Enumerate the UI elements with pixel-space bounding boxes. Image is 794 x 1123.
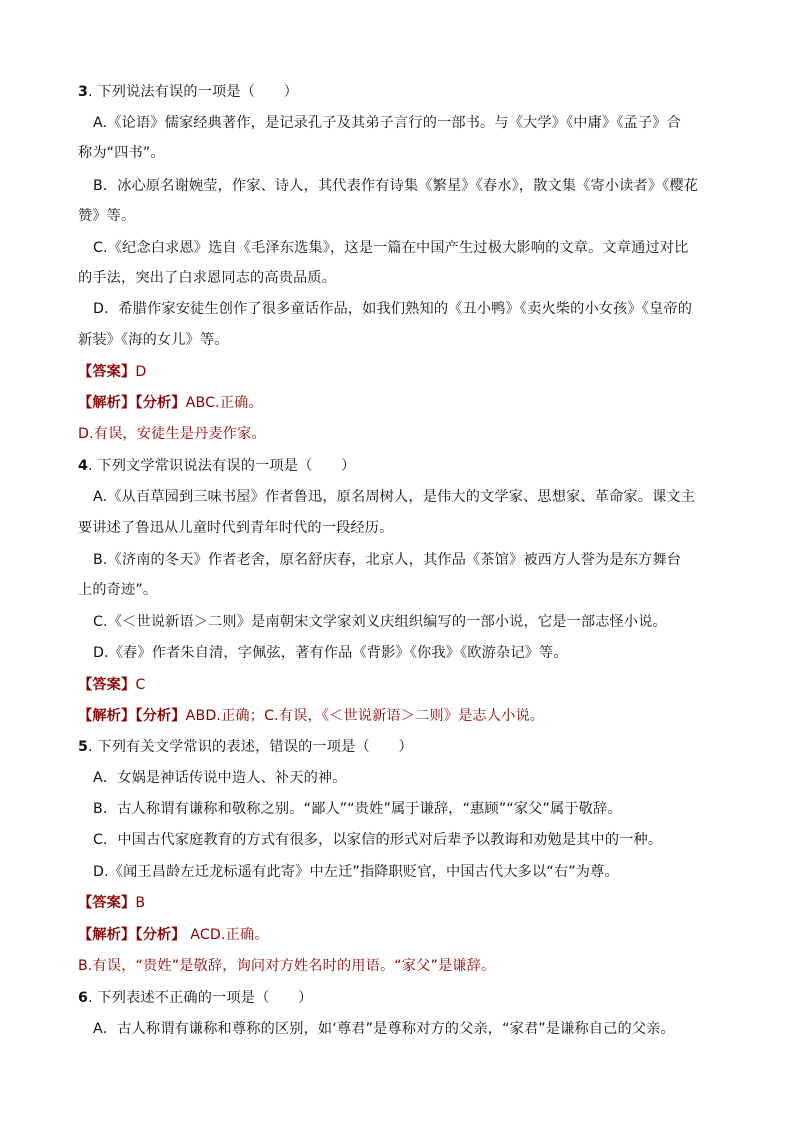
q5-option-b: B．古人称谓有谦称和敬称之别。“鄙人”“贵姓”属于谦辞，“惠顾”“家父”属于敬辞。 bbox=[93, 801, 622, 817]
q3-analysis bbox=[78, 393, 263, 413]
answer-label: 【答案】 bbox=[78, 677, 136, 693]
q3-option-c-line2: 的手法，突出了白求恩同志的高贵品质。 bbox=[78, 270, 337, 286]
q3-option-a-line2: 称为“四书”。 bbox=[78, 145, 165, 161]
analysis-text: ABD.正确；C.有误，《＜世说新语＞二则》是志人小说。 bbox=[185, 708, 545, 724]
q3-answer bbox=[78, 362, 146, 382]
q5-option-c: C．中国古代家庭教育的方式有很多，以家信的形式对后辈予以教诲和劝勉是其中的一种。 bbox=[93, 832, 663, 848]
q5-option-d: D.《闻王昌龄左迁龙标遥有此寄》中左迁”指降职贬官，中国古代大多以“右”为尊。 bbox=[93, 864, 619, 880]
question-4-number: 4 bbox=[78, 458, 89, 474]
q3-option-b-line1: B．冰心原名谢婉莹，作家、诗人，其代表作有诗集《繁星》《春水》，散文集《寄小读者》《樱花 bbox=[93, 178, 699, 194]
q6-option-a: A．古人称谓有谦称和尊称的区别，如‘尊君”是尊称对方的父亲，“家君”是谦称自己的父亲。 bbox=[93, 1021, 675, 1037]
q4-analysis bbox=[78, 706, 544, 726]
q3-option-d-line2: 新装》《海的女儿》等。 bbox=[78, 332, 229, 348]
question-4-text: . 下列文学常识说法有误的一项是（ ） bbox=[88, 458, 356, 474]
q5-analysis bbox=[78, 925, 269, 945]
analysis-label: 【解析】【分析】 bbox=[78, 395, 186, 411]
analysis-text: ABC.正确。 bbox=[185, 395, 263, 411]
question-6-stem bbox=[78, 988, 312, 1008]
question-3-number: 3 bbox=[78, 84, 89, 100]
question-3-text: . 下列说法有误的一项是（ ） bbox=[88, 84, 299, 100]
analysis-label: 【解析】【分析】 bbox=[78, 708, 186, 724]
q4-option-b-line1: B.《济南的冬天》作者老舍，原名舒庆春，北京人，其作品《茶馆》被西方人誉为是东方舞台 bbox=[93, 552, 682, 568]
q5-analysis-line2: B.有误，“贵姓”是敬辞，询问对方姓名时的用语。“家父”是谦辞。 bbox=[78, 958, 496, 974]
answer-label: 【答案】 bbox=[78, 364, 136, 380]
answer-value: D bbox=[135, 364, 147, 380]
q3-option-b-line2: 赞》等。 bbox=[78, 208, 136, 224]
q3-analysis-line2: D.有误，安徒生是丹麦作家。 bbox=[78, 426, 266, 442]
q4-answer bbox=[78, 675, 145, 695]
answer-label: 【答案】 bbox=[78, 895, 136, 911]
q3-option-c-line1: C.《纪念白求恩》选自《毛泽东选集》，这是一篇在中国产生过极大影响的文章。文章通过对比 bbox=[93, 240, 689, 256]
question-3-stem bbox=[78, 82, 298, 102]
question-5-stem bbox=[78, 737, 413, 757]
q4-option-a-line2: 要讲述了鲁迅从儿童时代到青年时代的一段经历。 bbox=[78, 520, 394, 536]
question-6-number: 6 bbox=[78, 990, 89, 1006]
question-6-text: . 下列表述不正确的一项是（ ） bbox=[88, 990, 313, 1006]
q5-answer bbox=[78, 893, 145, 913]
question-4-stem bbox=[78, 456, 355, 476]
question-5-number: 5 bbox=[78, 739, 89, 755]
q4-option-a-line1: A.《从百草园到三味书屋》作者鲁迅，原名周树人，是伟大的文学家、思想家、革命家。课文主 bbox=[93, 489, 696, 505]
analysis-label: 【解析】【分析】 bbox=[78, 927, 186, 943]
q4-option-c-line1: C.《＜世说新语＞二则》是南朝宋文学家刘义庆组织编写的一部小说，它是一部志怪小说。 bbox=[93, 614, 667, 630]
answer-value: C bbox=[135, 677, 146, 693]
q3-option-d-line1: D．希腊作家安徒生创作了很多童话作品，如我们熟知的《丑小鸭》《卖火柴的小女孩》《皇帝的 bbox=[93, 301, 693, 317]
q4-option-d-line1: D.《春》作者朱自清，字佩弦，著有作品《背影》《你我》《欧游杂记》等。 bbox=[93, 645, 568, 661]
q4-option-b-line2: 上的奇迹”。 bbox=[78, 582, 158, 598]
question-5-text: . 下列有关文学常识的表述，错误的一项是（ ） bbox=[88, 739, 413, 755]
q3-option-a-line1: A.《论语》儒家经典著作，是记录孔子及其弟子言行的一部书。与《大学》《中庸》《孟子》合 bbox=[93, 115, 681, 131]
answer-value: B bbox=[135, 895, 146, 911]
analysis-text: ACD.正确。 bbox=[185, 927, 269, 943]
q5-option-a: A．女娲是神话传说中造人、补天的神。 bbox=[93, 770, 347, 786]
